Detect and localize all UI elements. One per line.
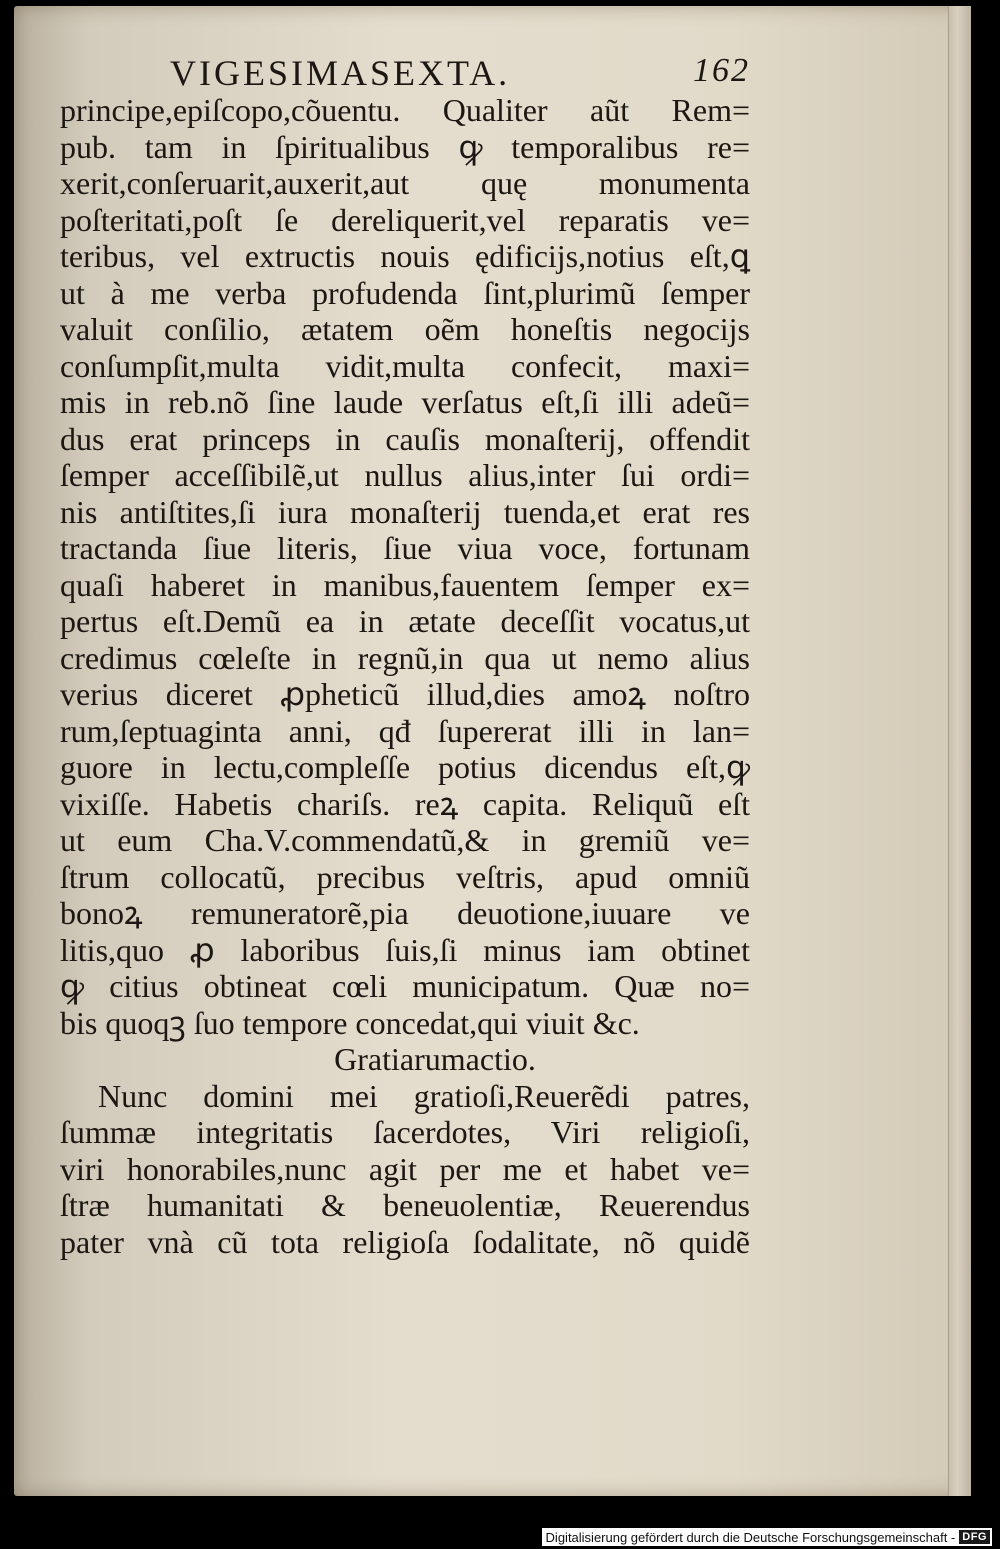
text-line: mis in reb.nõ ſine laude verſatus eſt,ſi illi adeũ=	[60, 384, 750, 420]
text-line: dus erat princeps in cauſis monaſterij, offendit	[60, 420, 750, 457]
section-heading: Gratiarumactio.	[334, 1041, 536, 1077]
text-line: ſtrum collocatũ, precibus veſtris, apud omniũ	[60, 858, 750, 895]
text-line: litis,quo ꝓ laboribus ſuis,ſi minus iam obtinet	[60, 931, 750, 968]
text-line: tractanda ſiue literis, ſiue viua voce, fortunam	[60, 530, 750, 566]
text-line: rum,ſeptuaginta anni, qđ ſupererat illi in lan=	[60, 712, 750, 749]
text-line: principe,epiſcopo,cõuentu. Qualiter aũt Rem=	[60, 92, 750, 128]
running-title: VIGESIMASEXTA.	[170, 53, 511, 93]
funding-credit-text: Digitalisierung gefördert durch die Deutsche Forschungsgemeinschaft -	[545, 1529, 956, 1545]
text-line: verius diceret ꝓpheticũ illud,dies amoꝝ noſtro	[60, 676, 750, 712]
text-line: ut à me verba profudenda ſint,plurimũ ſemper	[60, 274, 750, 311]
dfg-logo: DFG	[959, 1530, 990, 1544]
text-line: poſteritati,poſt ſe dereliquerit,vel reparatis ve=	[60, 201, 750, 238]
text-line: nis antiſtites,ſi iura monaſterij tuenda,et erat res	[60, 493, 750, 530]
text-line: viri honorabiles,nunc agit per me et habet ve=	[60, 1150, 750, 1187]
text-line: credimus cœleſte in regnũ,in qua ut nemo alius	[60, 639, 750, 676]
text-line: pub. tam in ſpiritualibus ꝙ temporalibus re=	[60, 128, 750, 165]
text-line: bonoꝝ remuneratorẽ,pia deuotione,iuuare ve	[60, 895, 750, 931]
running-head	[60, 52, 750, 92]
text-line: quaſi haberet in manibus,fauentem ſemper ex=	[60, 566, 750, 603]
text-line: conſumpſit,multa vidit,multa confecit, maxi=	[60, 347, 750, 384]
page-edge	[948, 6, 971, 1496]
text-line: ſemper acceſſibilẽ,ut nullus alius,inter ſui ordi=	[60, 457, 750, 493]
text-line: vixiſſe. Habetis chariſs. reꝝ capita. Reliquũ eſt	[60, 785, 750, 822]
text-line: xerit,conſeruarit,auxerit,aut quę monumenta	[60, 165, 750, 201]
text-line: Nunc domini mei gratioſi,Reuerẽdi patres,	[98, 1077, 750, 1114]
text-line: ſtræ humanitati & beneuolentiæ, Reuerendus	[60, 1187, 750, 1223]
text-line: ſummæ integritatis ſacerdotes, Viri religioſi,	[60, 1114, 750, 1150]
text-line: ut eum Cha.V.commendatũ,& in gremiũ ve=	[60, 822, 750, 858]
text-line: bis quoqꝫ ſuo tempore concedat,qui viuit &c.	[60, 1004, 640, 1041]
text-line: ꝙ citius obtineat cœli municipatum. Quæ no=	[60, 968, 750, 1004]
folio-number: 162	[693, 52, 750, 89]
text-line: valuit conſilio, ætatem oẽm honeſtis negocijs	[60, 311, 750, 347]
text-line: teribus, vel extructis nouis ędificijs,notius eſt,ꝗ	[60, 238, 750, 274]
page-text	[60, 92, 750, 1260]
text-line: pater vnà cũ tota religioſa ſodalitate, nõ quidẽ	[60, 1223, 750, 1260]
text-line: guore in lectu,compleſſe potius dicendus eſt,ꝙ	[60, 749, 750, 785]
text-line: pertus eſt.Demũ ea in ætate deceſſit vocatus,ut	[60, 603, 750, 639]
funding-credit	[542, 1528, 992, 1546]
